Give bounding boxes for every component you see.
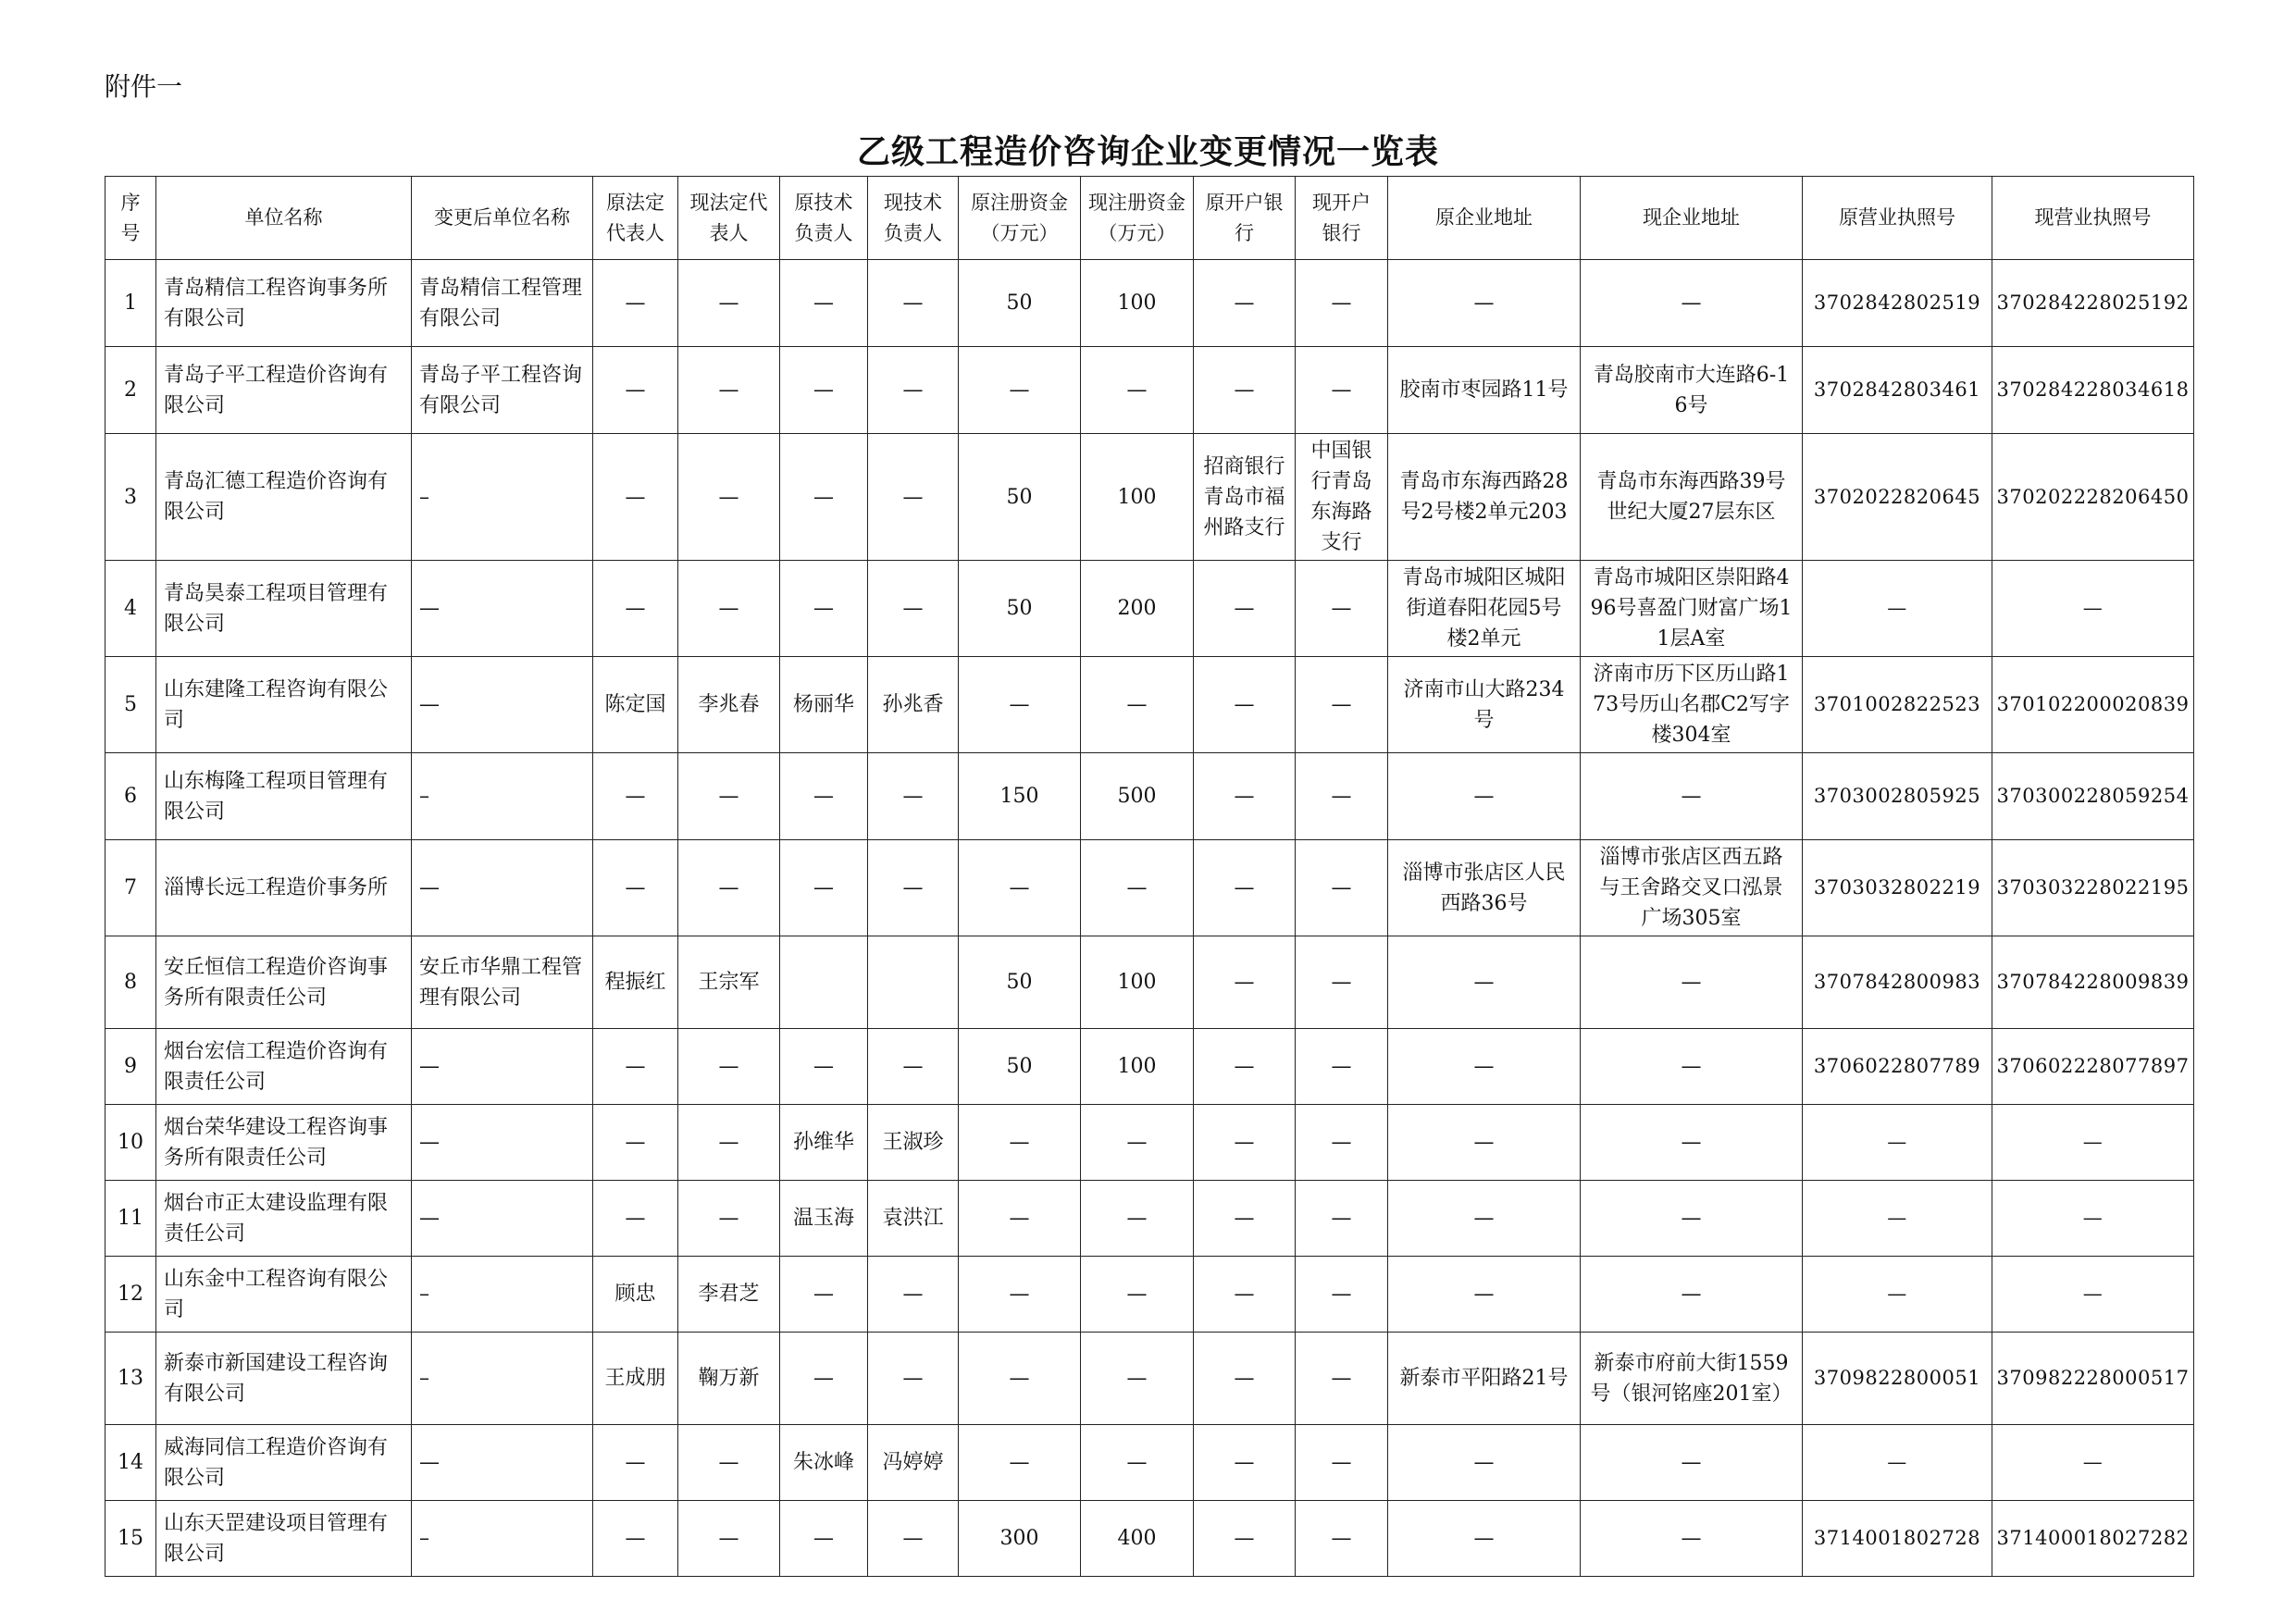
curr-license-cell: 370202228206450	[1992, 434, 2194, 561]
orig-tech-lead-cell: —	[780, 347, 868, 434]
orig-bank-cell: —	[1194, 260, 1296, 347]
orig-address-cell: —	[1388, 1029, 1581, 1105]
new-company-name-cell: –	[412, 1501, 593, 1577]
curr-tech-lead-cell: —	[868, 1501, 959, 1577]
orig-bank-cell: —	[1194, 753, 1296, 840]
orig-legal-rep-cell: —	[593, 1425, 678, 1501]
company-name-cell: 烟台荣华建设工程咨询事务所有限责任公司	[156, 1105, 412, 1181]
orig-capital-cell: —	[959, 1425, 1081, 1501]
row-number-cell: 13	[105, 1333, 156, 1425]
curr-license-cell: 370284228025192	[1992, 260, 2194, 347]
orig-tech-lead-cell: —	[780, 840, 868, 936]
orig-bank-cell: —	[1194, 1333, 1296, 1425]
company-name-cell: 青岛子平工程造价咨询有限公司	[156, 347, 412, 434]
orig-license-cell: 3707842800983	[1803, 936, 1992, 1029]
orig-legal-rep-cell: —	[593, 260, 678, 347]
page-title: 乙级工程造价咨询企业变更情况一览表	[856, 132, 1439, 171]
curr-legal-rep-cell: 鞠万新	[678, 1333, 780, 1425]
orig-license-cell: 3702842803461	[1803, 347, 1992, 434]
orig-legal-rep-cell: 程振红	[593, 936, 678, 1029]
curr-tech-lead-cell: —	[868, 434, 959, 561]
curr-tech-lead-cell: —	[868, 1029, 959, 1105]
orig-tech-lead-cell: 温玉海	[780, 1181, 868, 1257]
curr-legal-rep-cell: —	[678, 1425, 780, 1501]
orig-address-cell: 新泰市平阳路21号	[1388, 1333, 1581, 1425]
orig-capital-cell: —	[959, 1181, 1081, 1257]
orig-legal-rep-cell: —	[593, 753, 678, 840]
orig-bank-cell: —	[1194, 347, 1296, 434]
orig-capital-cell: 50	[959, 936, 1081, 1029]
curr-capital-cell: —	[1081, 840, 1194, 936]
orig-legal-rep-cell: —	[593, 1105, 678, 1181]
row-number-cell: 5	[105, 657, 156, 753]
curr-legal-rep-cell: —	[678, 1105, 780, 1181]
orig-capital-cell: —	[959, 1333, 1081, 1425]
attachment-label: 附件一	[105, 71, 183, 102]
header-cell: 原企业地址	[1388, 177, 1581, 260]
orig-license-cell: 3702842802519	[1803, 260, 1992, 347]
orig-capital-cell: —	[959, 840, 1081, 936]
curr-legal-rep-cell: —	[678, 1501, 780, 1577]
header-cell: 原注册资金（万元）	[959, 177, 1081, 260]
curr-legal-rep-cell: —	[678, 1029, 780, 1105]
curr-legal-rep-cell: 王宗军	[678, 936, 780, 1029]
curr-capital-cell: —	[1081, 1105, 1194, 1181]
curr-bank-cell: —	[1296, 1105, 1388, 1181]
row-number-cell: 11	[105, 1181, 156, 1257]
curr-license-cell: 371400018027282	[1992, 1501, 2194, 1577]
header-cell: 现法定代表人	[678, 177, 780, 260]
table-row	[105, 753, 2194, 840]
orig-tech-lead-cell: 杨丽华	[780, 657, 868, 753]
curr-tech-lead-cell: 王淑珍	[868, 1105, 959, 1181]
orig-bank-cell: —	[1194, 561, 1296, 657]
curr-address-cell: —	[1581, 1501, 1803, 1577]
curr-capital-cell: 100	[1081, 1029, 1194, 1105]
company-name-cell: 青岛精信工程咨询事务所有限公司	[156, 260, 412, 347]
orig-legal-rep-cell: —	[593, 1501, 678, 1577]
curr-bank-cell: —	[1296, 753, 1388, 840]
orig-tech-lead-cell: —	[780, 1257, 868, 1333]
curr-legal-rep-cell: —	[678, 561, 780, 657]
curr-license-cell: 370784228009839	[1992, 936, 2194, 1029]
curr-bank-cell: —	[1296, 561, 1388, 657]
curr-tech-lead-cell: 袁洪江	[868, 1181, 959, 1257]
orig-legal-rep-cell: —	[593, 434, 678, 561]
curr-license-cell: 370102200020839	[1992, 657, 2194, 753]
header-cell: 现开户银行	[1296, 177, 1388, 260]
orig-tech-lead-cell: —	[780, 561, 868, 657]
curr-legal-rep-cell: —	[678, 434, 780, 561]
new-company-name-cell: –	[412, 753, 593, 840]
curr-capital-cell: —	[1081, 1333, 1194, 1425]
curr-address-cell: 新泰市府前大街1559号（银河铭座201室）	[1581, 1333, 1803, 1425]
curr-tech-lead-cell: 冯婷婷	[868, 1425, 959, 1501]
company-name-cell: 烟台市正太建设监理有限责任公司	[156, 1181, 412, 1257]
new-company-name-cell: 青岛精信工程管理有限公司	[412, 260, 593, 347]
orig-legal-rep-cell: —	[593, 840, 678, 936]
new-company-name-cell: —	[412, 840, 593, 936]
curr-license-cell: 370284228034618	[1992, 347, 2194, 434]
header-cell: 原营业执照号	[1803, 177, 1992, 260]
curr-license-cell: —	[1992, 1257, 2194, 1333]
curr-tech-lead-cell: 孙兆香	[868, 657, 959, 753]
orig-license-cell: 3714001802728	[1803, 1501, 1992, 1577]
orig-capital-cell: 50	[959, 260, 1081, 347]
orig-capital-cell: —	[959, 347, 1081, 434]
orig-tech-lead-cell: —	[780, 1333, 868, 1425]
company-name-cell: 青岛昊泰工程项目管理有限公司	[156, 561, 412, 657]
new-company-name-cell: 安丘市华鼎工程管理有限公司	[412, 936, 593, 1029]
orig-tech-lead-cell: —	[780, 434, 868, 561]
header-cell: 序号	[105, 177, 156, 260]
curr-tech-lead-cell: —	[868, 347, 959, 434]
orig-tech-lead-cell: 朱冰峰	[780, 1425, 868, 1501]
curr-legal-rep-cell: 李兆春	[678, 657, 780, 753]
orig-license-cell: —	[1803, 1181, 1992, 1257]
curr-tech-lead-cell	[868, 936, 959, 1029]
curr-tech-lead-cell: —	[868, 1257, 959, 1333]
curr-tech-lead-cell: —	[868, 753, 959, 840]
orig-tech-lead-cell: —	[780, 1029, 868, 1105]
orig-address-cell: 济南市山大路234号	[1388, 657, 1581, 753]
orig-license-cell: 3702022820645	[1803, 434, 1992, 561]
curr-tech-lead-cell: —	[868, 561, 959, 657]
orig-address-cell: —	[1388, 1425, 1581, 1501]
curr-bank-cell: —	[1296, 347, 1388, 434]
curr-license-cell: 370303228022195	[1992, 840, 2194, 936]
curr-bank-cell: —	[1296, 657, 1388, 753]
table-row	[105, 1181, 2194, 1257]
header-cell: 现企业地址	[1581, 177, 1803, 260]
company-name-cell: 烟台宏信工程造价咨询有限责任公司	[156, 1029, 412, 1105]
curr-bank-cell: —	[1296, 1425, 1388, 1501]
curr-capital-cell: 100	[1081, 434, 1194, 561]
orig-bank-cell: —	[1194, 1029, 1296, 1105]
curr-capital-cell: —	[1081, 657, 1194, 753]
orig-bank-cell: —	[1194, 1257, 1296, 1333]
curr-capital-cell: —	[1081, 347, 1194, 434]
orig-capital-cell: 50	[959, 561, 1081, 657]
curr-capital-cell: 400	[1081, 1501, 1194, 1577]
table-row	[105, 657, 2194, 753]
table-row	[105, 434, 2194, 561]
header-cell: 现技术负责人	[868, 177, 959, 260]
orig-address-cell: 青岛市城阳区城阳街道春阳花园5号楼2单元	[1388, 561, 1581, 657]
table-row	[105, 1501, 2194, 1577]
curr-tech-lead-cell: —	[868, 840, 959, 936]
orig-bank-cell: —	[1194, 840, 1296, 936]
curr-tech-lead-cell: —	[868, 260, 959, 347]
curr-address-cell: —	[1581, 753, 1803, 840]
new-company-name-cell: –	[412, 1333, 593, 1425]
row-number-cell: 3	[105, 434, 156, 561]
orig-legal-rep-cell: 陈定国	[593, 657, 678, 753]
orig-license-cell: 3706022807789	[1803, 1029, 1992, 1105]
orig-tech-lead-cell: —	[780, 260, 868, 347]
row-number-cell: 1	[105, 260, 156, 347]
orig-address-cell: —	[1388, 1105, 1581, 1181]
curr-address-cell: 济南市历下区历山路173号历山名郡C2写字楼304室	[1581, 657, 1803, 753]
company-name-cell: 新泰市新国建设工程咨询有限公司	[156, 1333, 412, 1425]
orig-legal-rep-cell: —	[593, 561, 678, 657]
row-number-cell: 12	[105, 1257, 156, 1333]
orig-address-cell: 胶南市枣园路11号	[1388, 347, 1581, 434]
orig-license-cell: —	[1803, 1257, 1992, 1333]
curr-address-cell: —	[1581, 1105, 1803, 1181]
curr-address-cell: —	[1581, 1425, 1803, 1501]
orig-license-cell: 3703002805925	[1803, 753, 1992, 840]
orig-legal-rep-cell: —	[593, 1029, 678, 1105]
row-number-cell: 8	[105, 936, 156, 1029]
new-company-name-cell: —	[412, 1029, 593, 1105]
orig-legal-rep-cell: —	[593, 347, 678, 434]
curr-capital-cell: 200	[1081, 561, 1194, 657]
curr-license-cell: 370602228077897	[1992, 1029, 2194, 1105]
orig-address-cell: —	[1388, 936, 1581, 1029]
header-cell: 现注册资金（万元）	[1081, 177, 1194, 260]
curr-license-cell: —	[1992, 1425, 2194, 1501]
curr-license-cell: —	[1992, 1181, 2194, 1257]
row-number-cell: 7	[105, 840, 156, 936]
curr-license-cell: 370982228000517	[1992, 1333, 2194, 1425]
curr-legal-rep-cell: 李君芝	[678, 1257, 780, 1333]
table-row	[105, 561, 2194, 657]
orig-address-cell: —	[1388, 753, 1581, 840]
new-company-name-cell: –	[412, 1257, 593, 1333]
row-number-cell: 2	[105, 347, 156, 434]
curr-license-cell: 370300228059254	[1992, 753, 2194, 840]
orig-legal-rep-cell: —	[593, 1181, 678, 1257]
orig-capital-cell: 50	[959, 434, 1081, 561]
orig-bank-cell: —	[1194, 657, 1296, 753]
company-name-cell: 山东建隆工程咨询有限公司	[156, 657, 412, 753]
curr-bank-cell: —	[1296, 840, 1388, 936]
company-name-cell: 山东梅隆工程项目管理有限公司	[156, 753, 412, 840]
curr-capital-cell: 500	[1081, 753, 1194, 840]
orig-address-cell: —	[1388, 260, 1581, 347]
orig-license-cell: —	[1803, 1425, 1992, 1501]
curr-bank-cell: —	[1296, 936, 1388, 1029]
orig-address-cell: —	[1388, 1181, 1581, 1257]
curr-license-cell: —	[1992, 561, 2194, 657]
curr-address-cell: —	[1581, 936, 1803, 1029]
orig-bank-cell: —	[1194, 1181, 1296, 1257]
curr-address-cell: —	[1581, 1029, 1803, 1105]
orig-legal-rep-cell: 顾忠	[593, 1257, 678, 1333]
row-number-cell: 15	[105, 1501, 156, 1577]
curr-license-cell: —	[1992, 1105, 2194, 1181]
orig-capital-cell: —	[959, 1257, 1081, 1333]
new-company-name-cell: –	[412, 434, 593, 561]
orig-license-cell: 3701002822523	[1803, 657, 1992, 753]
header-cell: 原法定代表人	[593, 177, 678, 260]
header-cell: 原开户银行	[1194, 177, 1296, 260]
orig-address-cell: 淄博市张店区人民西路36号	[1388, 840, 1581, 936]
curr-bank-cell: —	[1296, 1333, 1388, 1425]
curr-capital-cell: —	[1081, 1181, 1194, 1257]
orig-license-cell: —	[1803, 561, 1992, 657]
company-name-cell: 安丘恒信工程造价咨询事务所有限责任公司	[156, 936, 412, 1029]
header-cell: 现营业执照号	[1992, 177, 2194, 260]
new-company-name-cell: —	[412, 561, 593, 657]
orig-tech-lead-cell	[780, 936, 868, 1029]
curr-address-cell: 青岛市东海西路39号世纪大厦27层东区	[1581, 434, 1803, 561]
curr-capital-cell: —	[1081, 1257, 1194, 1333]
curr-address-cell: —	[1581, 260, 1803, 347]
curr-legal-rep-cell: —	[678, 840, 780, 936]
new-company-name-cell: 青岛子平工程咨询有限公司	[412, 347, 593, 434]
company-name-cell: 山东天罡建设项目管理有限公司	[156, 1501, 412, 1577]
orig-bank-cell: —	[1194, 1425, 1296, 1501]
curr-bank-cell: 中国银行青岛东海路支行	[1296, 434, 1388, 561]
orig-license-cell: —	[1803, 1105, 1992, 1181]
row-number-cell: 6	[105, 753, 156, 840]
new-company-name-cell: —	[412, 657, 593, 753]
table-row	[105, 840, 2194, 936]
curr-capital-cell: 100	[1081, 936, 1194, 1029]
row-number-cell: 9	[105, 1029, 156, 1105]
table-row	[105, 1029, 2194, 1105]
new-company-name-cell: —	[412, 1181, 593, 1257]
company-name-cell: 威海同信工程造价咨询有限公司	[156, 1425, 412, 1501]
orig-capital-cell: —	[959, 657, 1081, 753]
orig-capital-cell: —	[959, 1105, 1081, 1181]
company-name-cell: 山东金中工程咨询有限公司	[156, 1257, 412, 1333]
header-cell: 变更后单位名称	[412, 177, 593, 260]
curr-address-cell: 淄博市张店区西五路与王舍路交叉口泓景广场305室	[1581, 840, 1803, 936]
curr-bank-cell: —	[1296, 1029, 1388, 1105]
header-cell: 原技术负责人	[780, 177, 868, 260]
table-row	[105, 1105, 2194, 1181]
curr-bank-cell: —	[1296, 260, 1388, 347]
orig-bank-cell: —	[1194, 1501, 1296, 1577]
row-number-cell: 4	[105, 561, 156, 657]
orig-address-cell: —	[1388, 1257, 1581, 1333]
table-header-row	[105, 177, 2194, 260]
orig-bank-cell: —	[1194, 936, 1296, 1029]
orig-capital-cell: 300	[959, 1501, 1081, 1577]
table-row	[105, 1333, 2194, 1425]
orig-tech-lead-cell: —	[780, 753, 868, 840]
curr-legal-rep-cell: —	[678, 1181, 780, 1257]
table-row	[105, 1425, 2194, 1501]
curr-capital-cell: 100	[1081, 260, 1194, 347]
orig-capital-cell: 50	[959, 1029, 1081, 1105]
table-body	[105, 260, 2194, 1577]
curr-bank-cell: —	[1296, 1257, 1388, 1333]
company-name-cell: 青岛汇德工程造价咨询有限公司	[156, 434, 412, 561]
curr-address-cell: 青岛胶南市大连路6-16号	[1581, 347, 1803, 434]
curr-legal-rep-cell: —	[678, 753, 780, 840]
new-company-name-cell: —	[412, 1105, 593, 1181]
orig-capital-cell: 150	[959, 753, 1081, 840]
header-cell: 单位名称	[156, 177, 412, 260]
curr-address-cell: —	[1581, 1181, 1803, 1257]
curr-bank-cell: —	[1296, 1181, 1388, 1257]
row-number-cell: 10	[105, 1105, 156, 1181]
orig-bank-cell: —	[1194, 1105, 1296, 1181]
curr-legal-rep-cell: —	[678, 347, 780, 434]
table-row	[105, 936, 2194, 1029]
curr-bank-cell: —	[1296, 1501, 1388, 1577]
row-number-cell: 14	[105, 1425, 156, 1501]
orig-legal-rep-cell: 王成朋	[593, 1333, 678, 1425]
orig-bank-cell: 招商银行青岛市福州路支行	[1194, 434, 1296, 561]
curr-address-cell: —	[1581, 1257, 1803, 1333]
curr-capital-cell: —	[1081, 1425, 1194, 1501]
orig-license-cell: 3703032802219	[1803, 840, 1992, 936]
curr-tech-lead-cell: —	[868, 1333, 959, 1425]
table-row	[105, 1257, 2194, 1333]
new-company-name-cell: —	[412, 1425, 593, 1501]
orig-tech-lead-cell: —	[780, 1501, 868, 1577]
curr-address-cell: 青岛市城阳区崇阳路496号喜盈门财富广场11层A室	[1581, 561, 1803, 657]
orig-address-cell: —	[1388, 1501, 1581, 1577]
table-row	[105, 260, 2194, 347]
table-row	[105, 347, 2194, 434]
orig-license-cell: 3709822800051	[1803, 1333, 1992, 1425]
orig-address-cell: 青岛市东海西路28号2号楼2单元203	[1388, 434, 1581, 561]
company-name-cell: 淄博长远工程造价事务所	[156, 840, 412, 936]
orig-tech-lead-cell: 孙维华	[780, 1105, 868, 1181]
change-table	[105, 176, 2194, 1577]
curr-legal-rep-cell: —	[678, 260, 780, 347]
